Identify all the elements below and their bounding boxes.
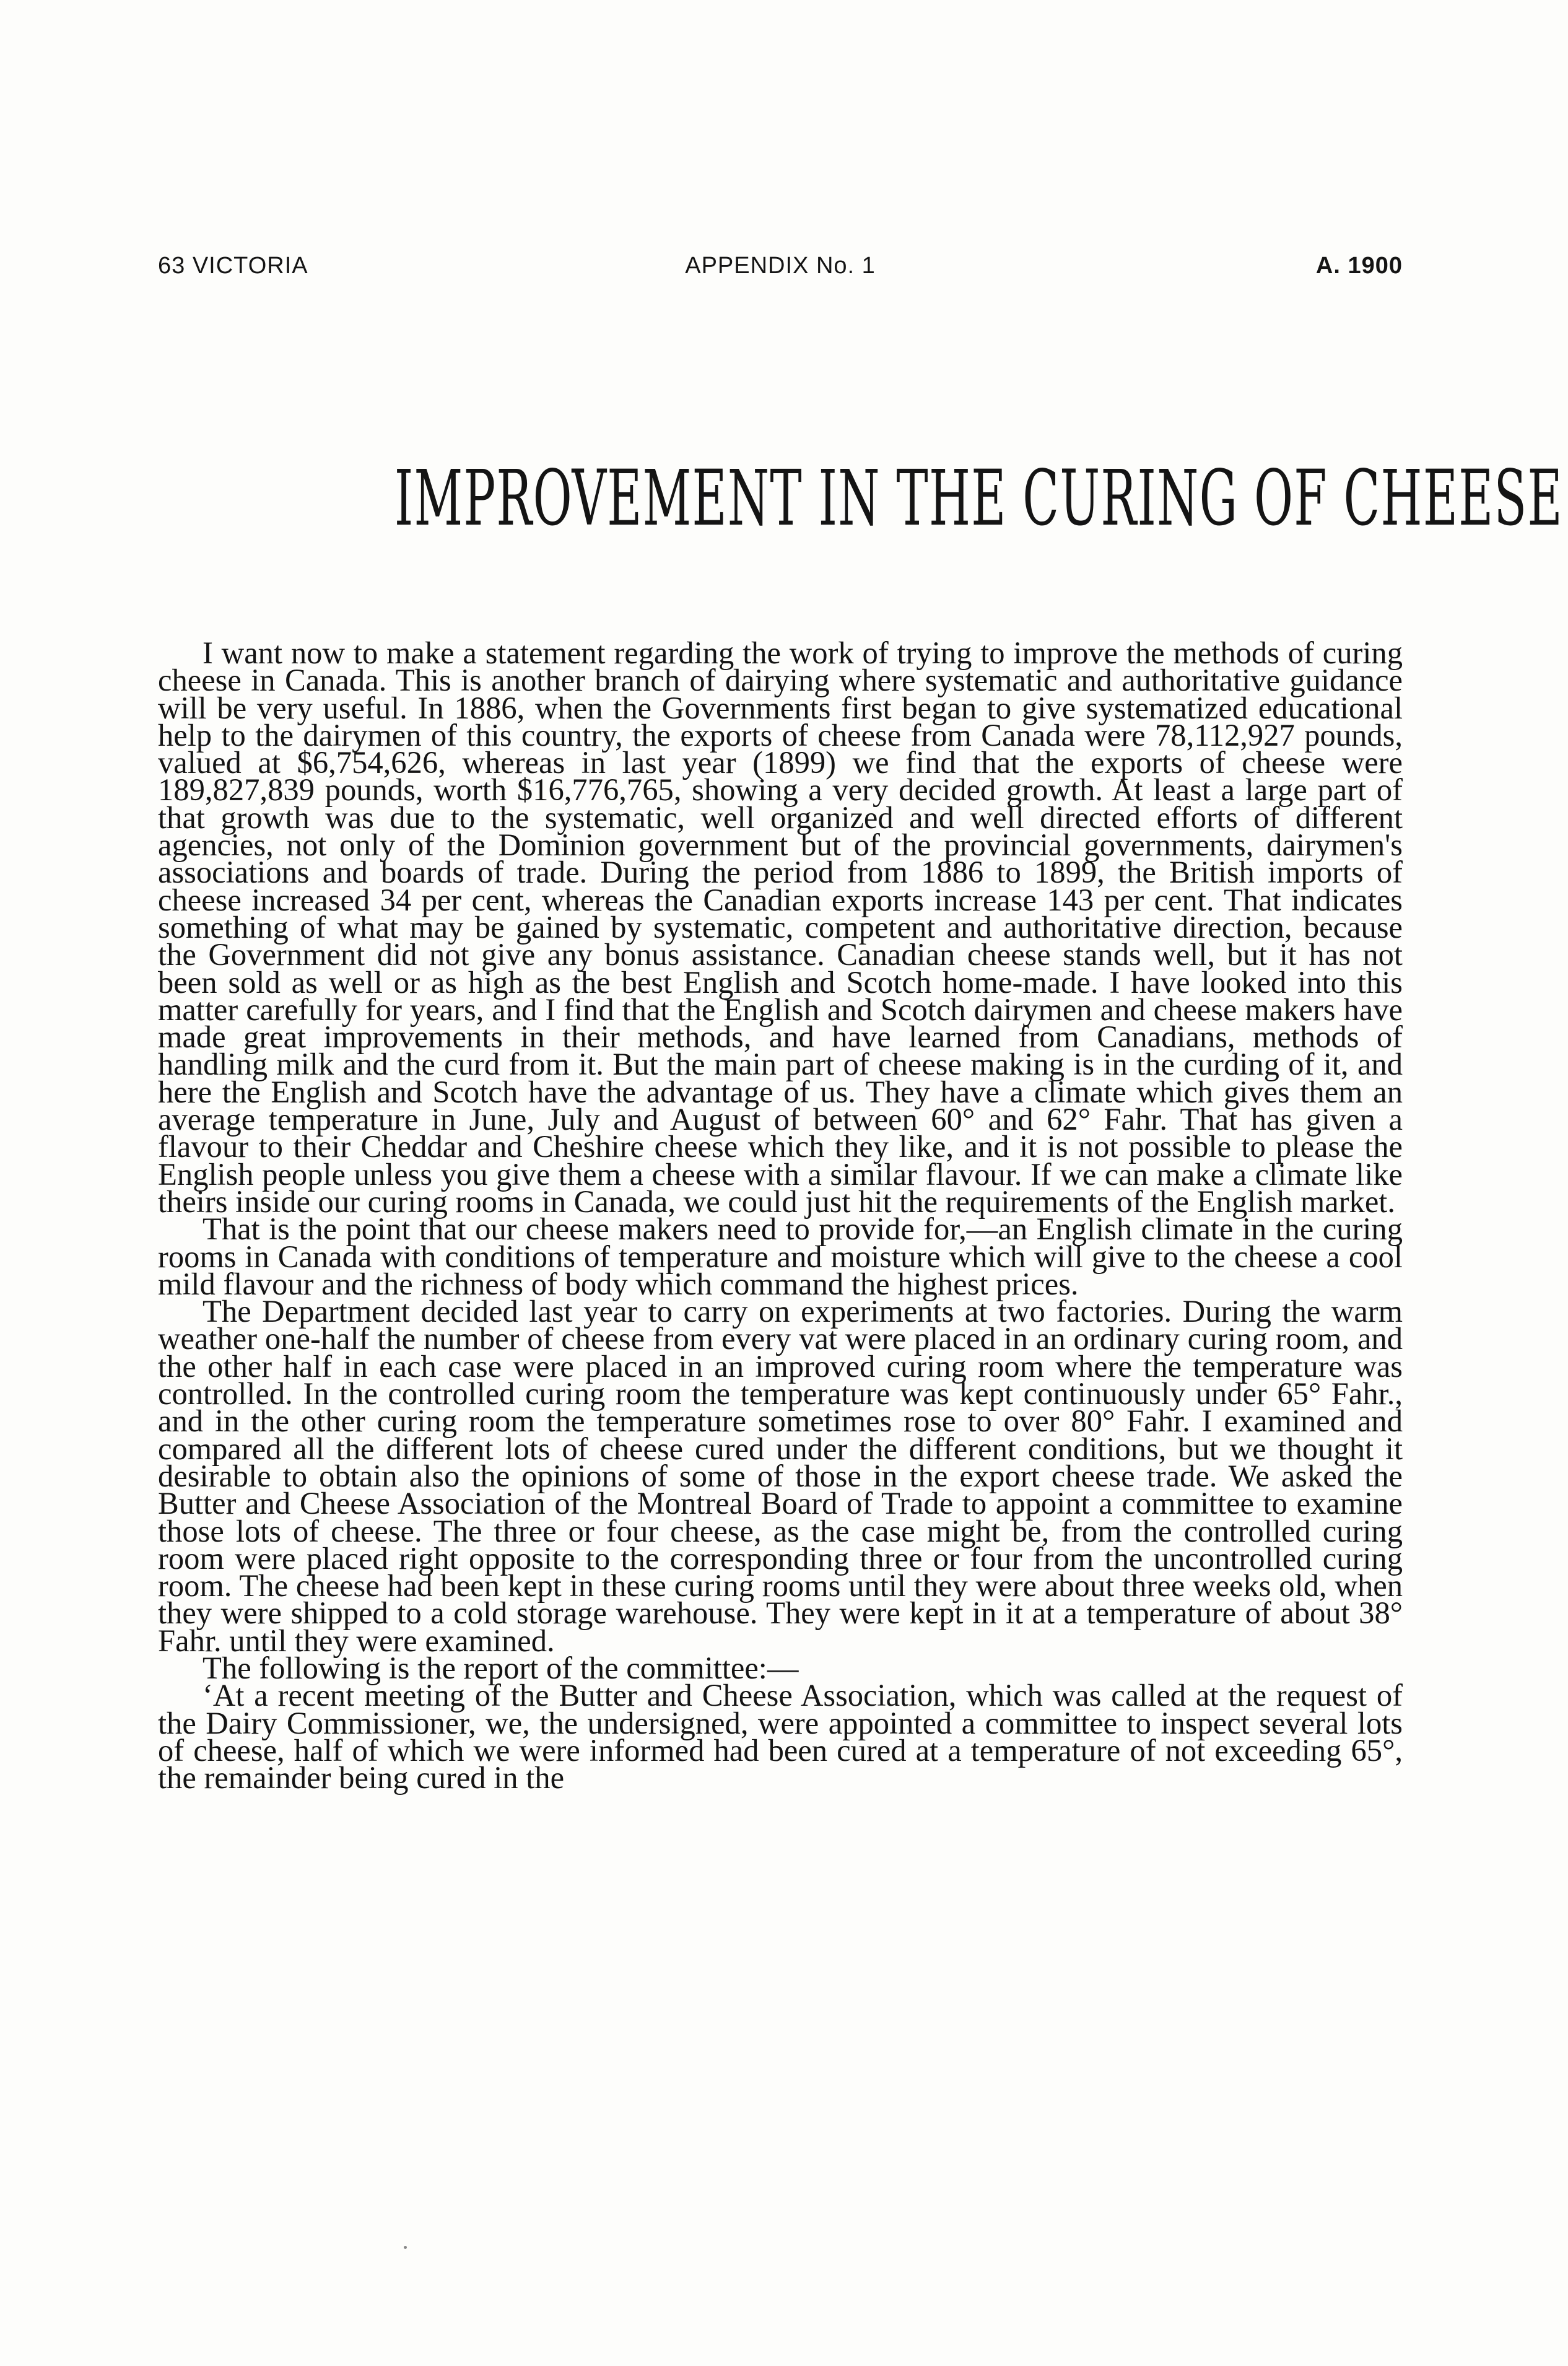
paragraph: I want now to make a statement regarding the work of trying to improve the methods of curing cheese in Canada. This is another branch of dairying where systematic and authoritative guidance will be very useful. In 1886, when the Governments first began to give systematized educational help to the dairymen of this country, the exports of cheese from Canada were 78,112,927 pounds, valued at $6,754,626, whereas in last year (1899) we find that the exports of cheese were 189,827,839 pounds, worth $16,776,765, showing a very decided growth. At least a large part of that growth was due to the systematic, well organized and well directed efforts of different agencies, not only of the Dominion government but of the provincial governments, dairymen's associations and boards of trade. During the period from 1886 to 1899, the British imports of cheese increased 34 per cent, whereas the Canadian exports increase 143 per cent. That indicates something of what may be gained by systematic, competent and authoritative direction, because the Government did not give any bonus assistance. Canadian cheese stands well, but it has not been sold as well or as high as the best English and Scotch home-made. I have looked into this matter carefully for years, and I find that the English and Scotch dairymen and cheese makers have made great improvements in their methods, and have learned from Canadians, methods of handling milk and the curd from it. But the main part of cheese making is in the curding of it, and here the English and Scotch have the advantage of us. They have a climate which gives them an average temperature in June, July and August of between 60° and 62° Fahr. That has given a flavour to their Cheddar and Cheshire cheese which they like, and it is not possible to please the English people unless you give them a cheese with a similar flavour. If we can make a climate like theirs inside our curing rooms in Canada, we could just hit the requirements of the English market. [158, 635, 1403, 1219]
body-text [158, 635, 1403, 1796]
header-year: A. 1900 [1315, 253, 1403, 279]
print-speck [404, 2246, 407, 2249]
paragraph: The Department decided last year to carry on experiments at two factories. During the warm weather one-half the number of cheese from every vat were placed in an ordinary curing room, and the other half in each case were placed in an improved curing room where the temperature was controlled. In the controlled curing room the temperature was kept continuously under 65° Fahr., and in the other curing room the temperature sometimes rose to over 80° Fahr. I examined and compared all the different lots of cheese cured under the different conditions, but we thought it desirable to obtain also the opinions of some of those in the export cheese trade. We asked the Butter and Cheese Association of the Montreal Board of Trade to appoint a committee to examine those lots of cheese. The three or four cheese, as the case might be, from the controlled curing room were placed right opposite to the corresponding three or four from the uncontrolled curing room. The cheese had been kept in these curing rooms until they were about three weeks old, when they were shipped to a cold storage warehouse. They were kept in it at a temperature of about 38° Fahr. until they were examined. [158, 1294, 1403, 1658]
header-session: 63 VICTORIA [158, 253, 308, 279]
paragraph: The following is the report of the committee:— [203, 1650, 799, 1685]
running-header [158, 253, 1403, 290]
paragraph: That is the point that our cheese makers need to provide for,—an English climate in the curing rooms in Canada with conditions of temperature and moisture which will give to the cheese a cool mild flavour and the richness of body which command the highest prices. [158, 1211, 1403, 1301]
header-appendix: APPENDIX No. 1 [685, 253, 876, 279]
page-title: IMPROVEMENT IN THE CURING OF CHEESE [394, 454, 1563, 543]
paragraph: ‘At a recent meeting of the Butter and Cheese Association, which was called at the request of the Dairy Commissioner, we, the undersigned, were appointed a committee to inspect several lots of cheese, half of which we were informed had been cured at a temperature of not exceeding 65°, the remainder being cured in the [158, 1678, 1403, 1796]
